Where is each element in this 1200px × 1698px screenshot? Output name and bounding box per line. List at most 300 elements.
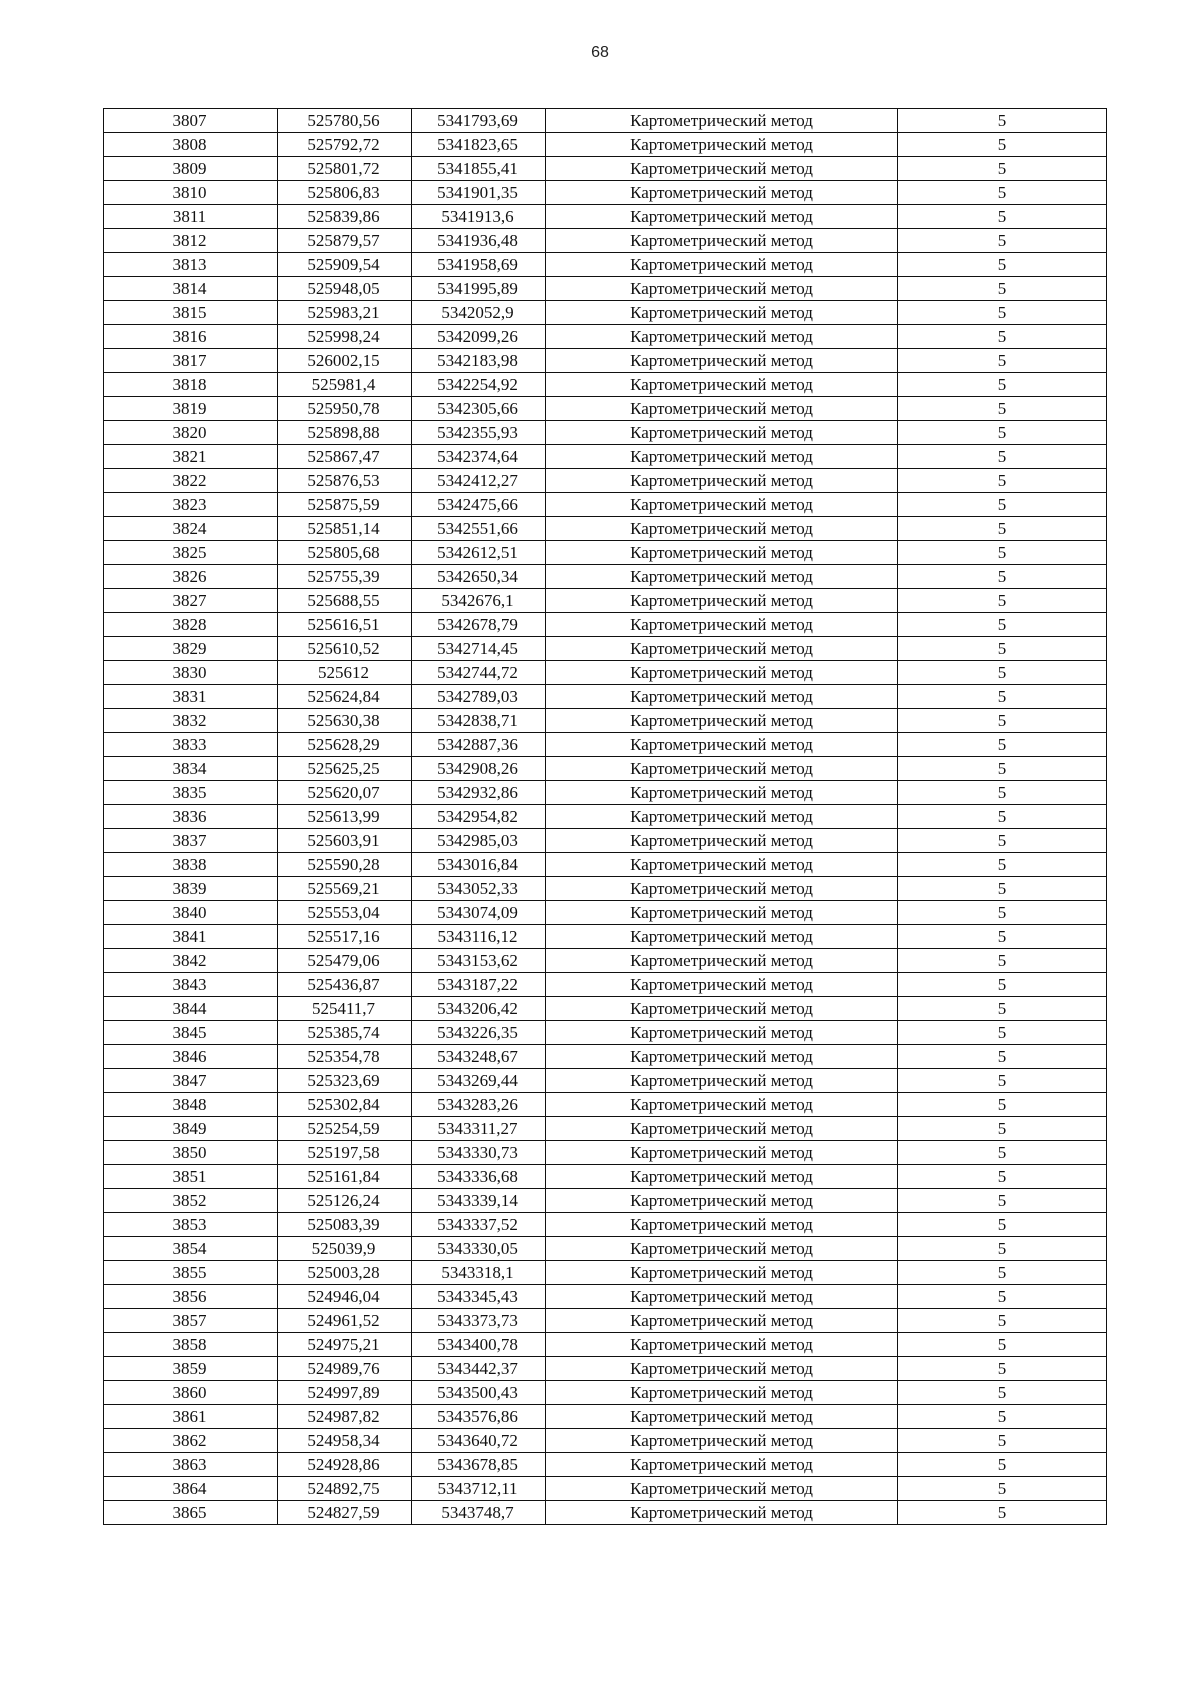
y-coordinate-cell: 5343016,84: [412, 853, 546, 877]
method-cell: Картометрический метод: [546, 1117, 898, 1141]
y-coordinate-cell: 5343712,11: [412, 1477, 546, 1501]
table-row: [104, 1021, 1107, 1045]
y-coordinate-cell: 5341936,48: [412, 229, 546, 253]
y-coordinate-cell: 5343153,62: [412, 949, 546, 973]
x-coordinate-cell: 525039,9: [278, 1237, 412, 1261]
point-number-cell: 3846: [104, 1045, 278, 1069]
x-coordinate-cell: 525851,14: [278, 517, 412, 541]
method-cell: Картометрический метод: [546, 901, 898, 925]
table-row: [104, 1309, 1107, 1333]
x-coordinate-cell: 525385,74: [278, 1021, 412, 1045]
accuracy-cell: 5: [898, 1141, 1107, 1165]
x-coordinate-cell: 524892,75: [278, 1477, 412, 1501]
x-coordinate-cell: 525625,25: [278, 757, 412, 781]
method-cell: Картометрический метод: [546, 829, 898, 853]
point-number-cell: 3853: [104, 1213, 278, 1237]
x-coordinate-cell: 525302,84: [278, 1093, 412, 1117]
coordinates-table-body: [104, 109, 1107, 1525]
table-row: [104, 853, 1107, 877]
accuracy-cell: 5: [898, 397, 1107, 421]
x-coordinate-cell: 525983,21: [278, 301, 412, 325]
method-cell: Картометрический метод: [546, 517, 898, 541]
method-cell: Картометрический метод: [546, 1477, 898, 1501]
table-row: [104, 133, 1107, 157]
x-coordinate-cell: 525254,59: [278, 1117, 412, 1141]
y-coordinate-cell: 5342355,93: [412, 421, 546, 445]
table-row: [104, 1261, 1107, 1285]
y-coordinate-cell: 5341793,69: [412, 109, 546, 133]
point-number-cell: 3864: [104, 1477, 278, 1501]
point-number-cell: 3842: [104, 949, 278, 973]
y-coordinate-cell: 5341901,35: [412, 181, 546, 205]
accuracy-cell: 5: [898, 1429, 1107, 1453]
x-coordinate-cell: 525839,86: [278, 205, 412, 229]
table-row: [104, 589, 1107, 613]
point-number-cell: 3847: [104, 1069, 278, 1093]
accuracy-cell: 5: [898, 1189, 1107, 1213]
method-cell: Картометрический метод: [546, 1333, 898, 1357]
method-cell: Картометрический метод: [546, 973, 898, 997]
y-coordinate-cell: 5343206,42: [412, 997, 546, 1021]
point-number-cell: 3825: [104, 541, 278, 565]
accuracy-cell: 5: [898, 1501, 1107, 1525]
y-coordinate-cell: 5342551,66: [412, 517, 546, 541]
x-coordinate-cell: 525003,28: [278, 1261, 412, 1285]
accuracy-cell: 5: [898, 421, 1107, 445]
y-coordinate-cell: 5341958,69: [412, 253, 546, 277]
point-number-cell: 3810: [104, 181, 278, 205]
x-coordinate-cell: 525479,06: [278, 949, 412, 973]
point-number-cell: 3851: [104, 1165, 278, 1189]
accuracy-cell: 5: [898, 181, 1107, 205]
table-row: [104, 973, 1107, 997]
accuracy-cell: 5: [898, 1213, 1107, 1237]
method-cell: Картометрический метод: [546, 997, 898, 1021]
point-number-cell: 3818: [104, 373, 278, 397]
accuracy-cell: 5: [898, 1333, 1107, 1357]
table-row: [104, 1357, 1107, 1381]
point-number-cell: 3850: [104, 1141, 278, 1165]
method-cell: Картометрический метод: [546, 1453, 898, 1477]
accuracy-cell: 5: [898, 1405, 1107, 1429]
accuracy-cell: 5: [898, 1453, 1107, 1477]
y-coordinate-cell: 5343269,44: [412, 1069, 546, 1093]
x-coordinate-cell: 524946,04: [278, 1285, 412, 1309]
y-coordinate-cell: 5342887,36: [412, 733, 546, 757]
x-coordinate-cell: 525806,83: [278, 181, 412, 205]
accuracy-cell: 5: [898, 1117, 1107, 1141]
table-row: [104, 445, 1107, 469]
table-row: [104, 1381, 1107, 1405]
point-number-cell: 3814: [104, 277, 278, 301]
table-row: [104, 1093, 1107, 1117]
table-row: [104, 901, 1107, 925]
x-coordinate-cell: 525161,84: [278, 1165, 412, 1189]
y-coordinate-cell: 5343074,09: [412, 901, 546, 925]
x-coordinate-cell: 525613,99: [278, 805, 412, 829]
accuracy-cell: 5: [898, 805, 1107, 829]
method-cell: Картометрический метод: [546, 469, 898, 493]
table-row: [104, 373, 1107, 397]
accuracy-cell: 5: [898, 277, 1107, 301]
table-row: [104, 325, 1107, 349]
method-cell: Картометрический метод: [546, 685, 898, 709]
method-cell: Картометрический метод: [546, 1045, 898, 1069]
y-coordinate-cell: 5341913,6: [412, 205, 546, 229]
method-cell: Картометрический метод: [546, 709, 898, 733]
x-coordinate-cell: 525083,39: [278, 1213, 412, 1237]
method-cell: Картометрический метод: [546, 493, 898, 517]
method-cell: Картометрический метод: [546, 109, 898, 133]
method-cell: Картометрический метод: [546, 805, 898, 829]
x-coordinate-cell: 524997,89: [278, 1381, 412, 1405]
y-coordinate-cell: 5343187,22: [412, 973, 546, 997]
point-number-cell: 3821: [104, 445, 278, 469]
x-coordinate-cell: 524961,52: [278, 1309, 412, 1333]
method-cell: Картометрический метод: [546, 781, 898, 805]
point-number-cell: 3844: [104, 997, 278, 1021]
point-number-cell: 3836: [104, 805, 278, 829]
point-number-cell: 3830: [104, 661, 278, 685]
point-number-cell: 3816: [104, 325, 278, 349]
y-coordinate-cell: 5342475,66: [412, 493, 546, 517]
point-number-cell: 3811: [104, 205, 278, 229]
x-coordinate-cell: 525628,29: [278, 733, 412, 757]
accuracy-cell: 5: [898, 781, 1107, 805]
y-coordinate-cell: 5342678,79: [412, 613, 546, 637]
accuracy-cell: 5: [898, 877, 1107, 901]
y-coordinate-cell: 5343330,05: [412, 1237, 546, 1261]
accuracy-cell: 5: [898, 445, 1107, 469]
y-coordinate-cell: 5341855,41: [412, 157, 546, 181]
y-coordinate-cell: 5343283,26: [412, 1093, 546, 1117]
accuracy-cell: 5: [898, 1285, 1107, 1309]
table-row: [104, 565, 1107, 589]
method-cell: Картометрический метод: [546, 1213, 898, 1237]
y-coordinate-cell: 5342052,9: [412, 301, 546, 325]
method-cell: Картометрический метод: [546, 373, 898, 397]
accuracy-cell: 5: [898, 1381, 1107, 1405]
table-row: [104, 301, 1107, 325]
method-cell: Картометрический метод: [546, 1069, 898, 1093]
table-row: [104, 397, 1107, 421]
method-cell: Картометрический метод: [546, 1309, 898, 1333]
y-coordinate-cell: 5343400,78: [412, 1333, 546, 1357]
table-row: [104, 1045, 1107, 1069]
method-cell: Картометрический метод: [546, 853, 898, 877]
accuracy-cell: 5: [898, 1261, 1107, 1285]
x-coordinate-cell: 525950,78: [278, 397, 412, 421]
x-coordinate-cell: 525879,57: [278, 229, 412, 253]
point-number-cell: 3832: [104, 709, 278, 733]
point-number-cell: 3839: [104, 877, 278, 901]
y-coordinate-cell: 5343373,73: [412, 1309, 546, 1333]
point-number-cell: 3813: [104, 253, 278, 277]
point-number-cell: 3838: [104, 853, 278, 877]
accuracy-cell: 5: [898, 325, 1107, 349]
y-coordinate-cell: 5343226,35: [412, 1021, 546, 1045]
point-number-cell: 3849: [104, 1117, 278, 1141]
table-row: [104, 229, 1107, 253]
method-cell: Картометрический метод: [546, 661, 898, 685]
method-cell: Картометрический метод: [546, 613, 898, 637]
table-row: [104, 541, 1107, 565]
accuracy-cell: 5: [898, 1045, 1107, 1069]
accuracy-cell: 5: [898, 613, 1107, 637]
accuracy-cell: 5: [898, 253, 1107, 277]
method-cell: Картометрический метод: [546, 925, 898, 949]
y-coordinate-cell: 5343248,67: [412, 1045, 546, 1069]
point-number-cell: 3860: [104, 1381, 278, 1405]
accuracy-cell: 5: [898, 997, 1107, 1021]
y-coordinate-cell: 5342838,71: [412, 709, 546, 733]
table-row: [104, 925, 1107, 949]
x-coordinate-cell: 525620,07: [278, 781, 412, 805]
y-coordinate-cell: 5343339,14: [412, 1189, 546, 1213]
method-cell: Картометрический метод: [546, 229, 898, 253]
y-coordinate-cell: 5343345,43: [412, 1285, 546, 1309]
x-coordinate-cell: 525436,87: [278, 973, 412, 997]
table-row: [104, 1333, 1107, 1357]
point-number-cell: 3817: [104, 349, 278, 373]
y-coordinate-cell: 5342985,03: [412, 829, 546, 853]
x-coordinate-cell: 525998,24: [278, 325, 412, 349]
method-cell: Картометрический метод: [546, 349, 898, 373]
accuracy-cell: 5: [898, 1069, 1107, 1093]
point-number-cell: 3824: [104, 517, 278, 541]
table-row: [104, 805, 1107, 829]
y-coordinate-cell: 5342676,1: [412, 589, 546, 613]
method-cell: Картометрический метод: [546, 949, 898, 973]
table-row: [104, 877, 1107, 901]
accuracy-cell: 5: [898, 661, 1107, 685]
method-cell: Картометрический метод: [546, 133, 898, 157]
table-row: [104, 157, 1107, 181]
table-row: [104, 1477, 1107, 1501]
table-row: [104, 205, 1107, 229]
table-row: [104, 493, 1107, 517]
method-cell: Картометрический метод: [546, 637, 898, 661]
point-number-cell: 3812: [104, 229, 278, 253]
x-coordinate-cell: 525755,39: [278, 565, 412, 589]
method-cell: Картометрический метод: [546, 1429, 898, 1453]
method-cell: Картометрический метод: [546, 1285, 898, 1309]
point-number-cell: 3857: [104, 1309, 278, 1333]
table-row: [104, 109, 1107, 133]
table-row: [104, 253, 1107, 277]
method-cell: Картометрический метод: [546, 1357, 898, 1381]
x-coordinate-cell: 525610,52: [278, 637, 412, 661]
table-row: [104, 997, 1107, 1021]
point-number-cell: 3858: [104, 1333, 278, 1357]
y-coordinate-cell: 5342650,34: [412, 565, 546, 589]
table-row: [104, 517, 1107, 541]
accuracy-cell: 5: [898, 493, 1107, 517]
point-number-cell: 3827: [104, 589, 278, 613]
accuracy-cell: 5: [898, 349, 1107, 373]
y-coordinate-cell: 5343330,73: [412, 1141, 546, 1165]
x-coordinate-cell: 525898,88: [278, 421, 412, 445]
method-cell: Картометрический метод: [546, 253, 898, 277]
point-number-cell: 3823: [104, 493, 278, 517]
table-row: [104, 661, 1107, 685]
method-cell: Картометрический метод: [546, 205, 898, 229]
y-coordinate-cell: 5343311,27: [412, 1117, 546, 1141]
x-coordinate-cell: 525867,47: [278, 445, 412, 469]
method-cell: Картометрический метод: [546, 1381, 898, 1405]
table-row: [104, 1453, 1107, 1477]
table-row: [104, 685, 1107, 709]
method-cell: Картометрический метод: [546, 157, 898, 181]
table-row: [104, 1237, 1107, 1261]
x-coordinate-cell: 525616,51: [278, 613, 412, 637]
table-row: [104, 1189, 1107, 1213]
method-cell: Картометрический метод: [546, 541, 898, 565]
accuracy-cell: 5: [898, 373, 1107, 397]
accuracy-cell: 5: [898, 757, 1107, 781]
x-coordinate-cell: 524928,86: [278, 1453, 412, 1477]
x-coordinate-cell: 525948,05: [278, 277, 412, 301]
accuracy-cell: 5: [898, 1357, 1107, 1381]
x-coordinate-cell: 525569,21: [278, 877, 412, 901]
x-coordinate-cell: 525801,72: [278, 157, 412, 181]
table-row: [104, 613, 1107, 637]
point-number-cell: 3829: [104, 637, 278, 661]
accuracy-cell: 5: [898, 565, 1107, 589]
y-coordinate-cell: 5342789,03: [412, 685, 546, 709]
table-row: [104, 781, 1107, 805]
accuracy-cell: 5: [898, 301, 1107, 325]
table-row: [104, 1165, 1107, 1189]
point-number-cell: 3835: [104, 781, 278, 805]
point-number-cell: 3815: [104, 301, 278, 325]
y-coordinate-cell: 5342374,64: [412, 445, 546, 469]
accuracy-cell: 5: [898, 589, 1107, 613]
accuracy-cell: 5: [898, 709, 1107, 733]
point-number-cell: 3808: [104, 133, 278, 157]
point-number-cell: 3834: [104, 757, 278, 781]
x-coordinate-cell: 525805,68: [278, 541, 412, 565]
point-number-cell: 3862: [104, 1429, 278, 1453]
point-number-cell: 3848: [104, 1093, 278, 1117]
method-cell: Картометрический метод: [546, 1189, 898, 1213]
y-coordinate-cell: 5343052,33: [412, 877, 546, 901]
point-number-cell: 3809: [104, 157, 278, 181]
point-number-cell: 3852: [104, 1189, 278, 1213]
accuracy-cell: 5: [898, 1165, 1107, 1189]
accuracy-cell: 5: [898, 109, 1107, 133]
x-coordinate-cell: 525553,04: [278, 901, 412, 925]
method-cell: Картометрический метод: [546, 565, 898, 589]
method-cell: Картометрический метод: [546, 325, 898, 349]
y-coordinate-cell: 5342954,82: [412, 805, 546, 829]
point-number-cell: 3856: [104, 1285, 278, 1309]
accuracy-cell: 5: [898, 1021, 1107, 1045]
method-cell: Картометрический метод: [546, 1237, 898, 1261]
table-row: [104, 637, 1107, 661]
method-cell: Картометрический метод: [546, 1501, 898, 1525]
method-cell: Картометрический метод: [546, 397, 898, 421]
y-coordinate-cell: 5343318,1: [412, 1261, 546, 1285]
point-number-cell: 3845: [104, 1021, 278, 1045]
point-number-cell: 3831: [104, 685, 278, 709]
x-coordinate-cell: 525909,54: [278, 253, 412, 277]
x-coordinate-cell: 525411,7: [278, 997, 412, 1021]
point-number-cell: 3861: [104, 1405, 278, 1429]
x-coordinate-cell: 525323,69: [278, 1069, 412, 1093]
table-row: [104, 709, 1107, 733]
y-coordinate-cell: 5343336,68: [412, 1165, 546, 1189]
accuracy-cell: 5: [898, 1477, 1107, 1501]
point-number-cell: 3840: [104, 901, 278, 925]
accuracy-cell: 5: [898, 205, 1107, 229]
point-number-cell: 3837: [104, 829, 278, 853]
x-coordinate-cell: 525630,38: [278, 709, 412, 733]
x-coordinate-cell: 525197,58: [278, 1141, 412, 1165]
method-cell: Картометрический метод: [546, 1261, 898, 1285]
accuracy-cell: 5: [898, 685, 1107, 709]
x-coordinate-cell: 524827,59: [278, 1501, 412, 1525]
x-coordinate-cell: 525126,24: [278, 1189, 412, 1213]
point-number-cell: 3807: [104, 109, 278, 133]
y-coordinate-cell: 5343442,37: [412, 1357, 546, 1381]
method-cell: Картометрический метод: [546, 277, 898, 301]
x-coordinate-cell: 525792,72: [278, 133, 412, 157]
x-coordinate-cell: 524975,21: [278, 1333, 412, 1357]
table-row: [104, 1141, 1107, 1165]
method-cell: Картометрический метод: [546, 421, 898, 445]
accuracy-cell: 5: [898, 157, 1107, 181]
point-number-cell: 3822: [104, 469, 278, 493]
method-cell: Картометрический метод: [546, 733, 898, 757]
accuracy-cell: 5: [898, 853, 1107, 877]
y-coordinate-cell: 5343678,85: [412, 1453, 546, 1477]
accuracy-cell: 5: [898, 541, 1107, 565]
accuracy-cell: 5: [898, 1309, 1107, 1333]
table-row: [104, 1285, 1107, 1309]
y-coordinate-cell: 5343640,72: [412, 1429, 546, 1453]
table-row: [104, 829, 1107, 853]
y-coordinate-cell: 5343116,12: [412, 925, 546, 949]
y-coordinate-cell: 5342412,27: [412, 469, 546, 493]
table-row: [104, 733, 1107, 757]
accuracy-cell: 5: [898, 133, 1107, 157]
table-row: [104, 1501, 1107, 1525]
table-row: [104, 1429, 1107, 1453]
y-coordinate-cell: 5342254,92: [412, 373, 546, 397]
x-coordinate-cell: 525612: [278, 661, 412, 685]
accuracy-cell: 5: [898, 1093, 1107, 1117]
x-coordinate-cell: 525876,53: [278, 469, 412, 493]
y-coordinate-cell: 5343337,52: [412, 1213, 546, 1237]
point-number-cell: 3819: [104, 397, 278, 421]
point-number-cell: 3854: [104, 1237, 278, 1261]
table-row: [104, 1213, 1107, 1237]
accuracy-cell: 5: [898, 949, 1107, 973]
x-coordinate-cell: 525688,55: [278, 589, 412, 613]
x-coordinate-cell: 524987,82: [278, 1405, 412, 1429]
table-row: [104, 349, 1107, 373]
accuracy-cell: 5: [898, 973, 1107, 997]
x-coordinate-cell: 526002,15: [278, 349, 412, 373]
y-coordinate-cell: 5342099,26: [412, 325, 546, 349]
method-cell: Картометрический метод: [546, 589, 898, 613]
x-coordinate-cell: 524989,76: [278, 1357, 412, 1381]
y-coordinate-cell: 5342932,86: [412, 781, 546, 805]
x-coordinate-cell: 525981,4: [278, 373, 412, 397]
point-number-cell: 3841: [104, 925, 278, 949]
y-coordinate-cell: 5343576,86: [412, 1405, 546, 1429]
